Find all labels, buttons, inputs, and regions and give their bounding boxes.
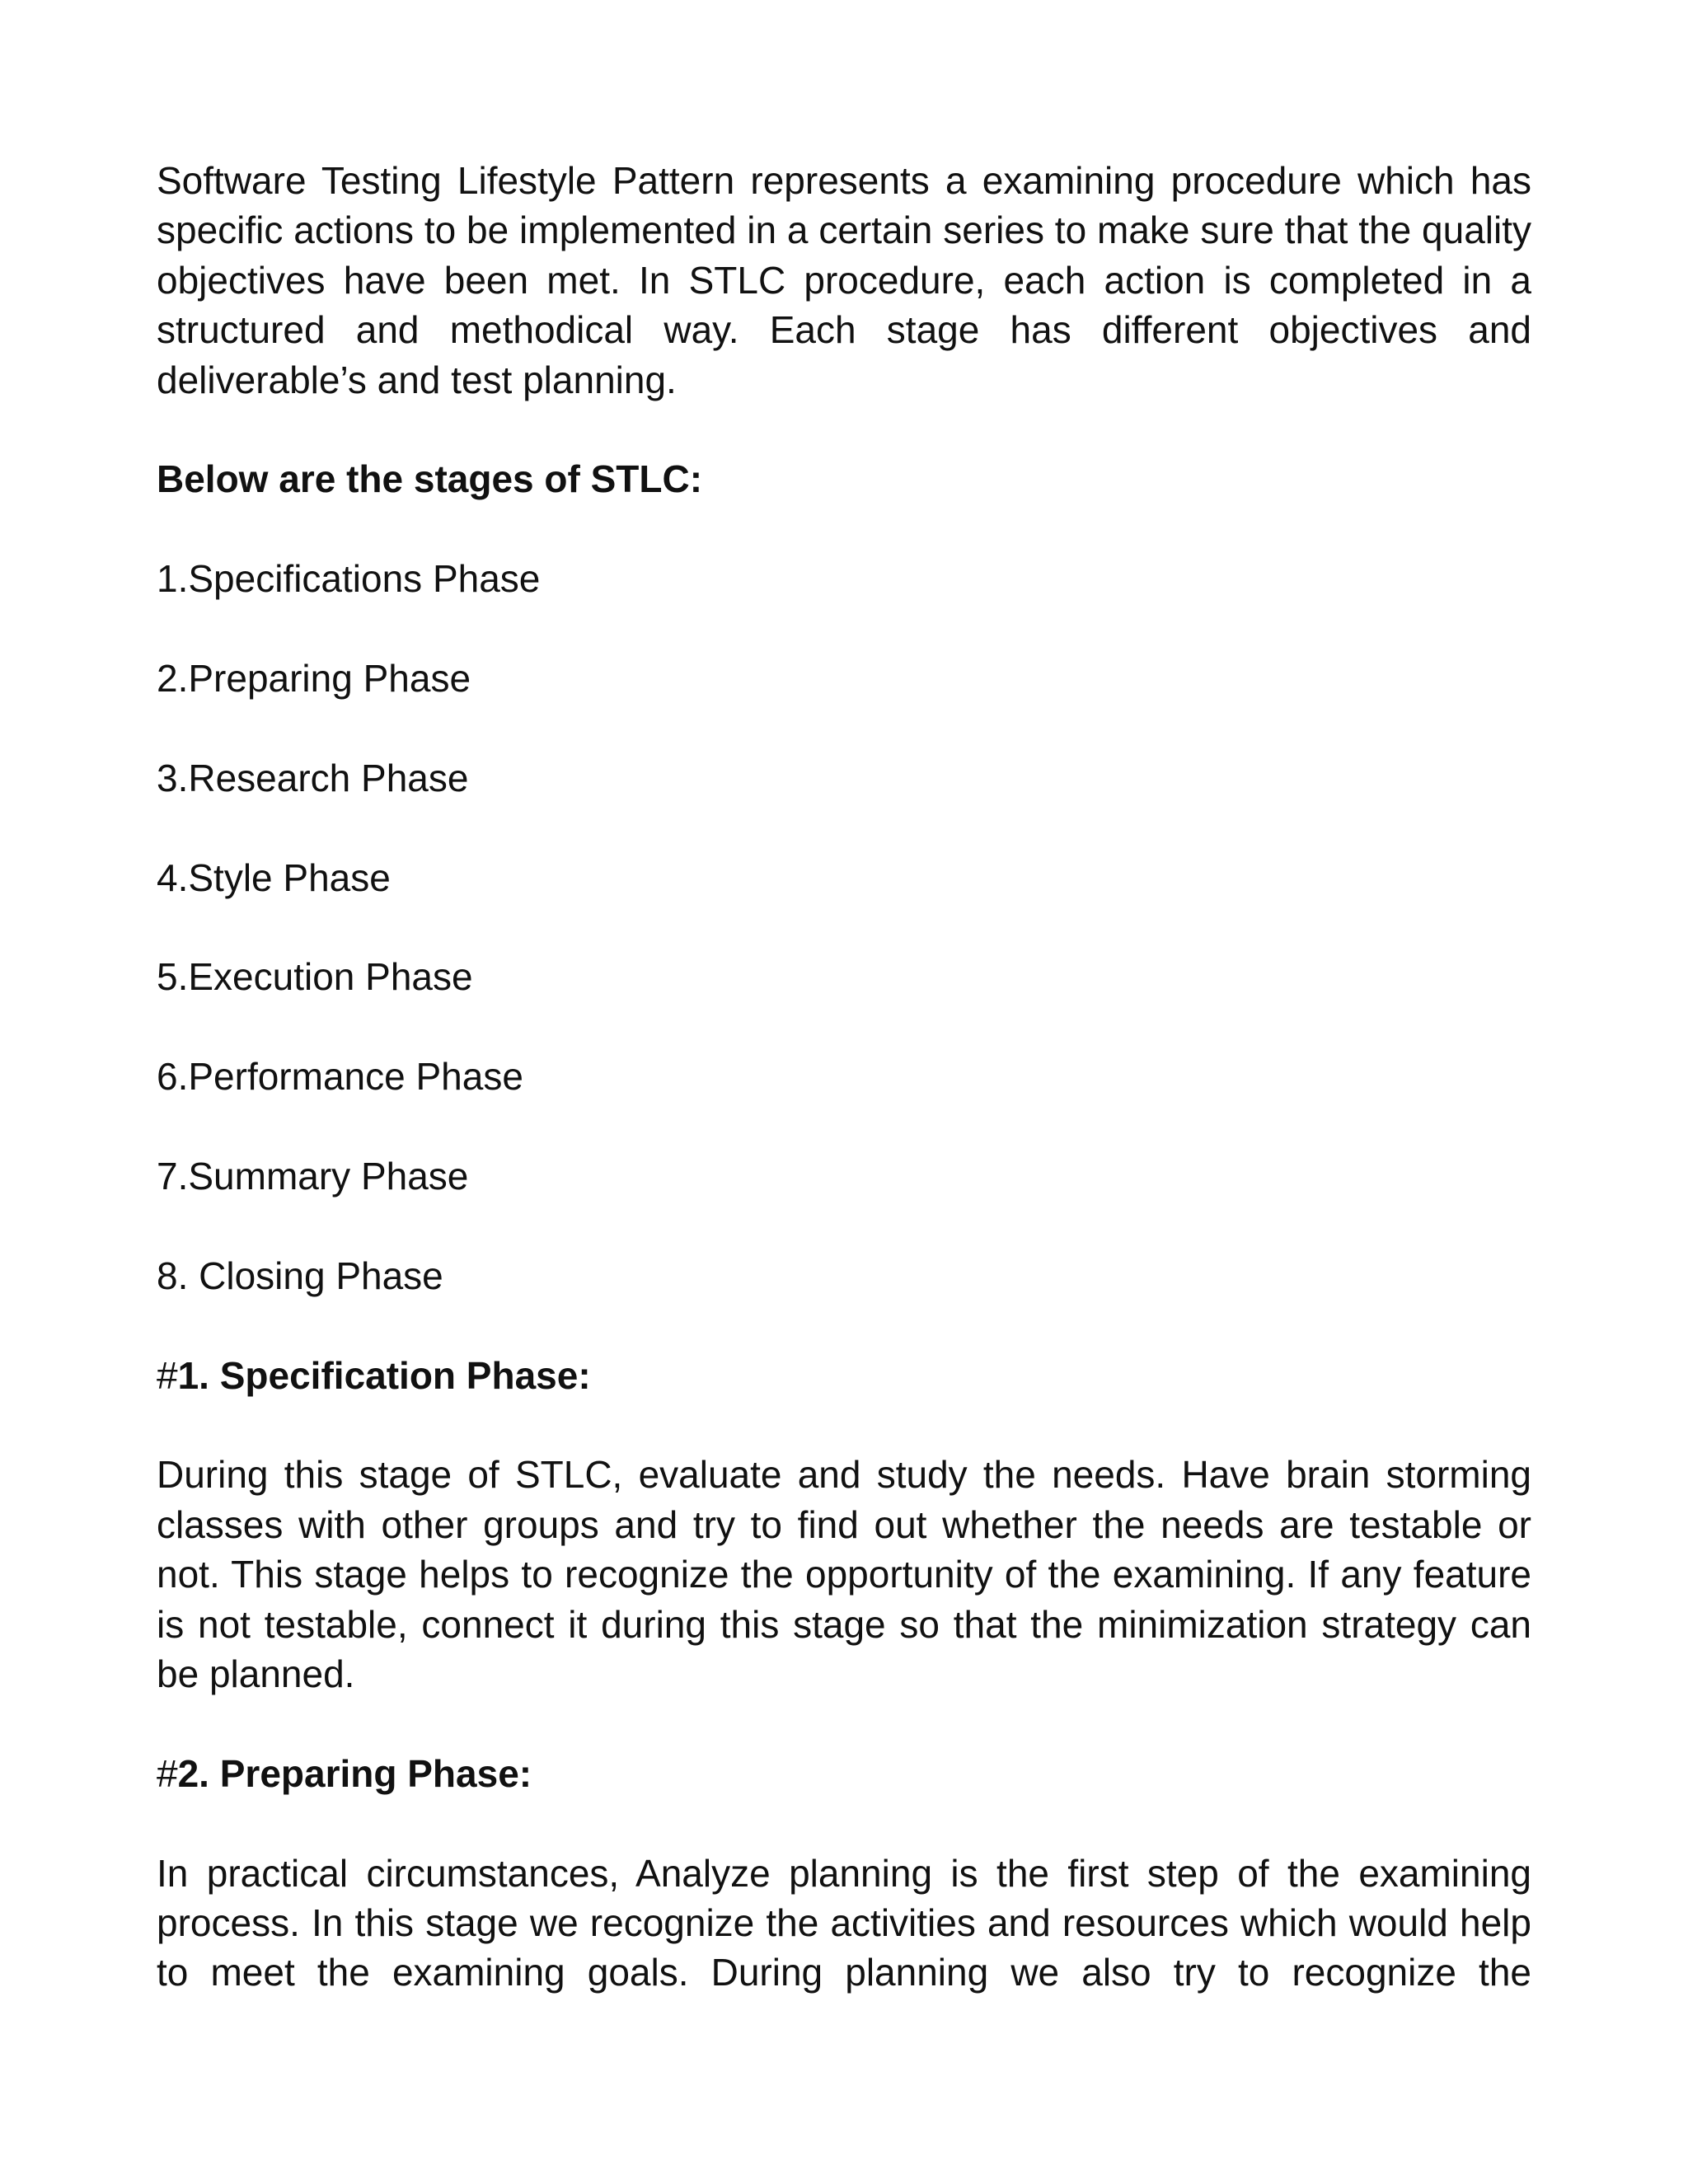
spacer — [157, 703, 1531, 752]
stages-heading: Below are the stages of STLC: — [157, 457, 703, 501]
intro-paragraph: Software Testing Lifestyle Pattern represents a examining procedure which has specific actions to be implemented in a certain series to make sure that the quality objectives have been met. In STLC procedure, each action is completed in a structured and methodical way. Each stage has different objectives and deliverable’s and test planning. — [157, 159, 1531, 401]
spacer — [157, 1699, 1531, 1748]
stage-item: 5.Execution Phase — [157, 955, 473, 999]
section-heading-preparing — [157, 1749, 1531, 1798]
spacer — [157, 1798, 1531, 1848]
stage-item: 2.Preparing Phase — [157, 657, 471, 701]
stage-item: 3.Research Phase — [157, 756, 469, 799]
document-body — [157, 156, 1531, 1998]
spacer — [157, 604, 1531, 654]
spacer — [157, 902, 1531, 952]
spacer — [157, 504, 1531, 554]
section-hash: # — [157, 1353, 178, 1397]
section-title: 1. Specification Phase: — [177, 1353, 591, 1397]
section-title: 2. Preparing Phase: — [177, 1751, 532, 1795]
spacer — [157, 1102, 1531, 1151]
section-body-specification: During this stage of STLC, evaluate and study the needs. Have brain storming classes with other groups and try to find out whether the needs are testable or not. This stage helps to recognize the opportunity of the examining. If any feature is not testable, connect it during this stage so that the minimization strategy can be planned. — [157, 1453, 1531, 1696]
stage-item: 4.Style Phase — [157, 855, 391, 899]
section-heading-specification — [157, 1351, 1531, 1400]
stage-item: 7.Summary Phase — [157, 1155, 469, 1197]
spacer — [157, 405, 1531, 454]
spacer — [157, 803, 1531, 852]
stage-item: 8. Closing Phase — [157, 1254, 443, 1297]
stage-item: 6.Performance Phase — [157, 1055, 523, 1099]
spacer — [157, 1301, 1531, 1350]
spacer — [157, 1400, 1531, 1450]
spacer — [157, 1201, 1531, 1250]
stage-item: 1.Specifications Phase — [157, 557, 541, 601]
section-body-preparing: In practical circumstances, Analyze planning is the first step of the examining process. In this stage we recognize the activities and resources which would help to meet the examining goals. During planning we also try to recognize the — [157, 1851, 1531, 1994]
section-hash: # — [157, 1751, 178, 1795]
spacer — [157, 1002, 1531, 1052]
